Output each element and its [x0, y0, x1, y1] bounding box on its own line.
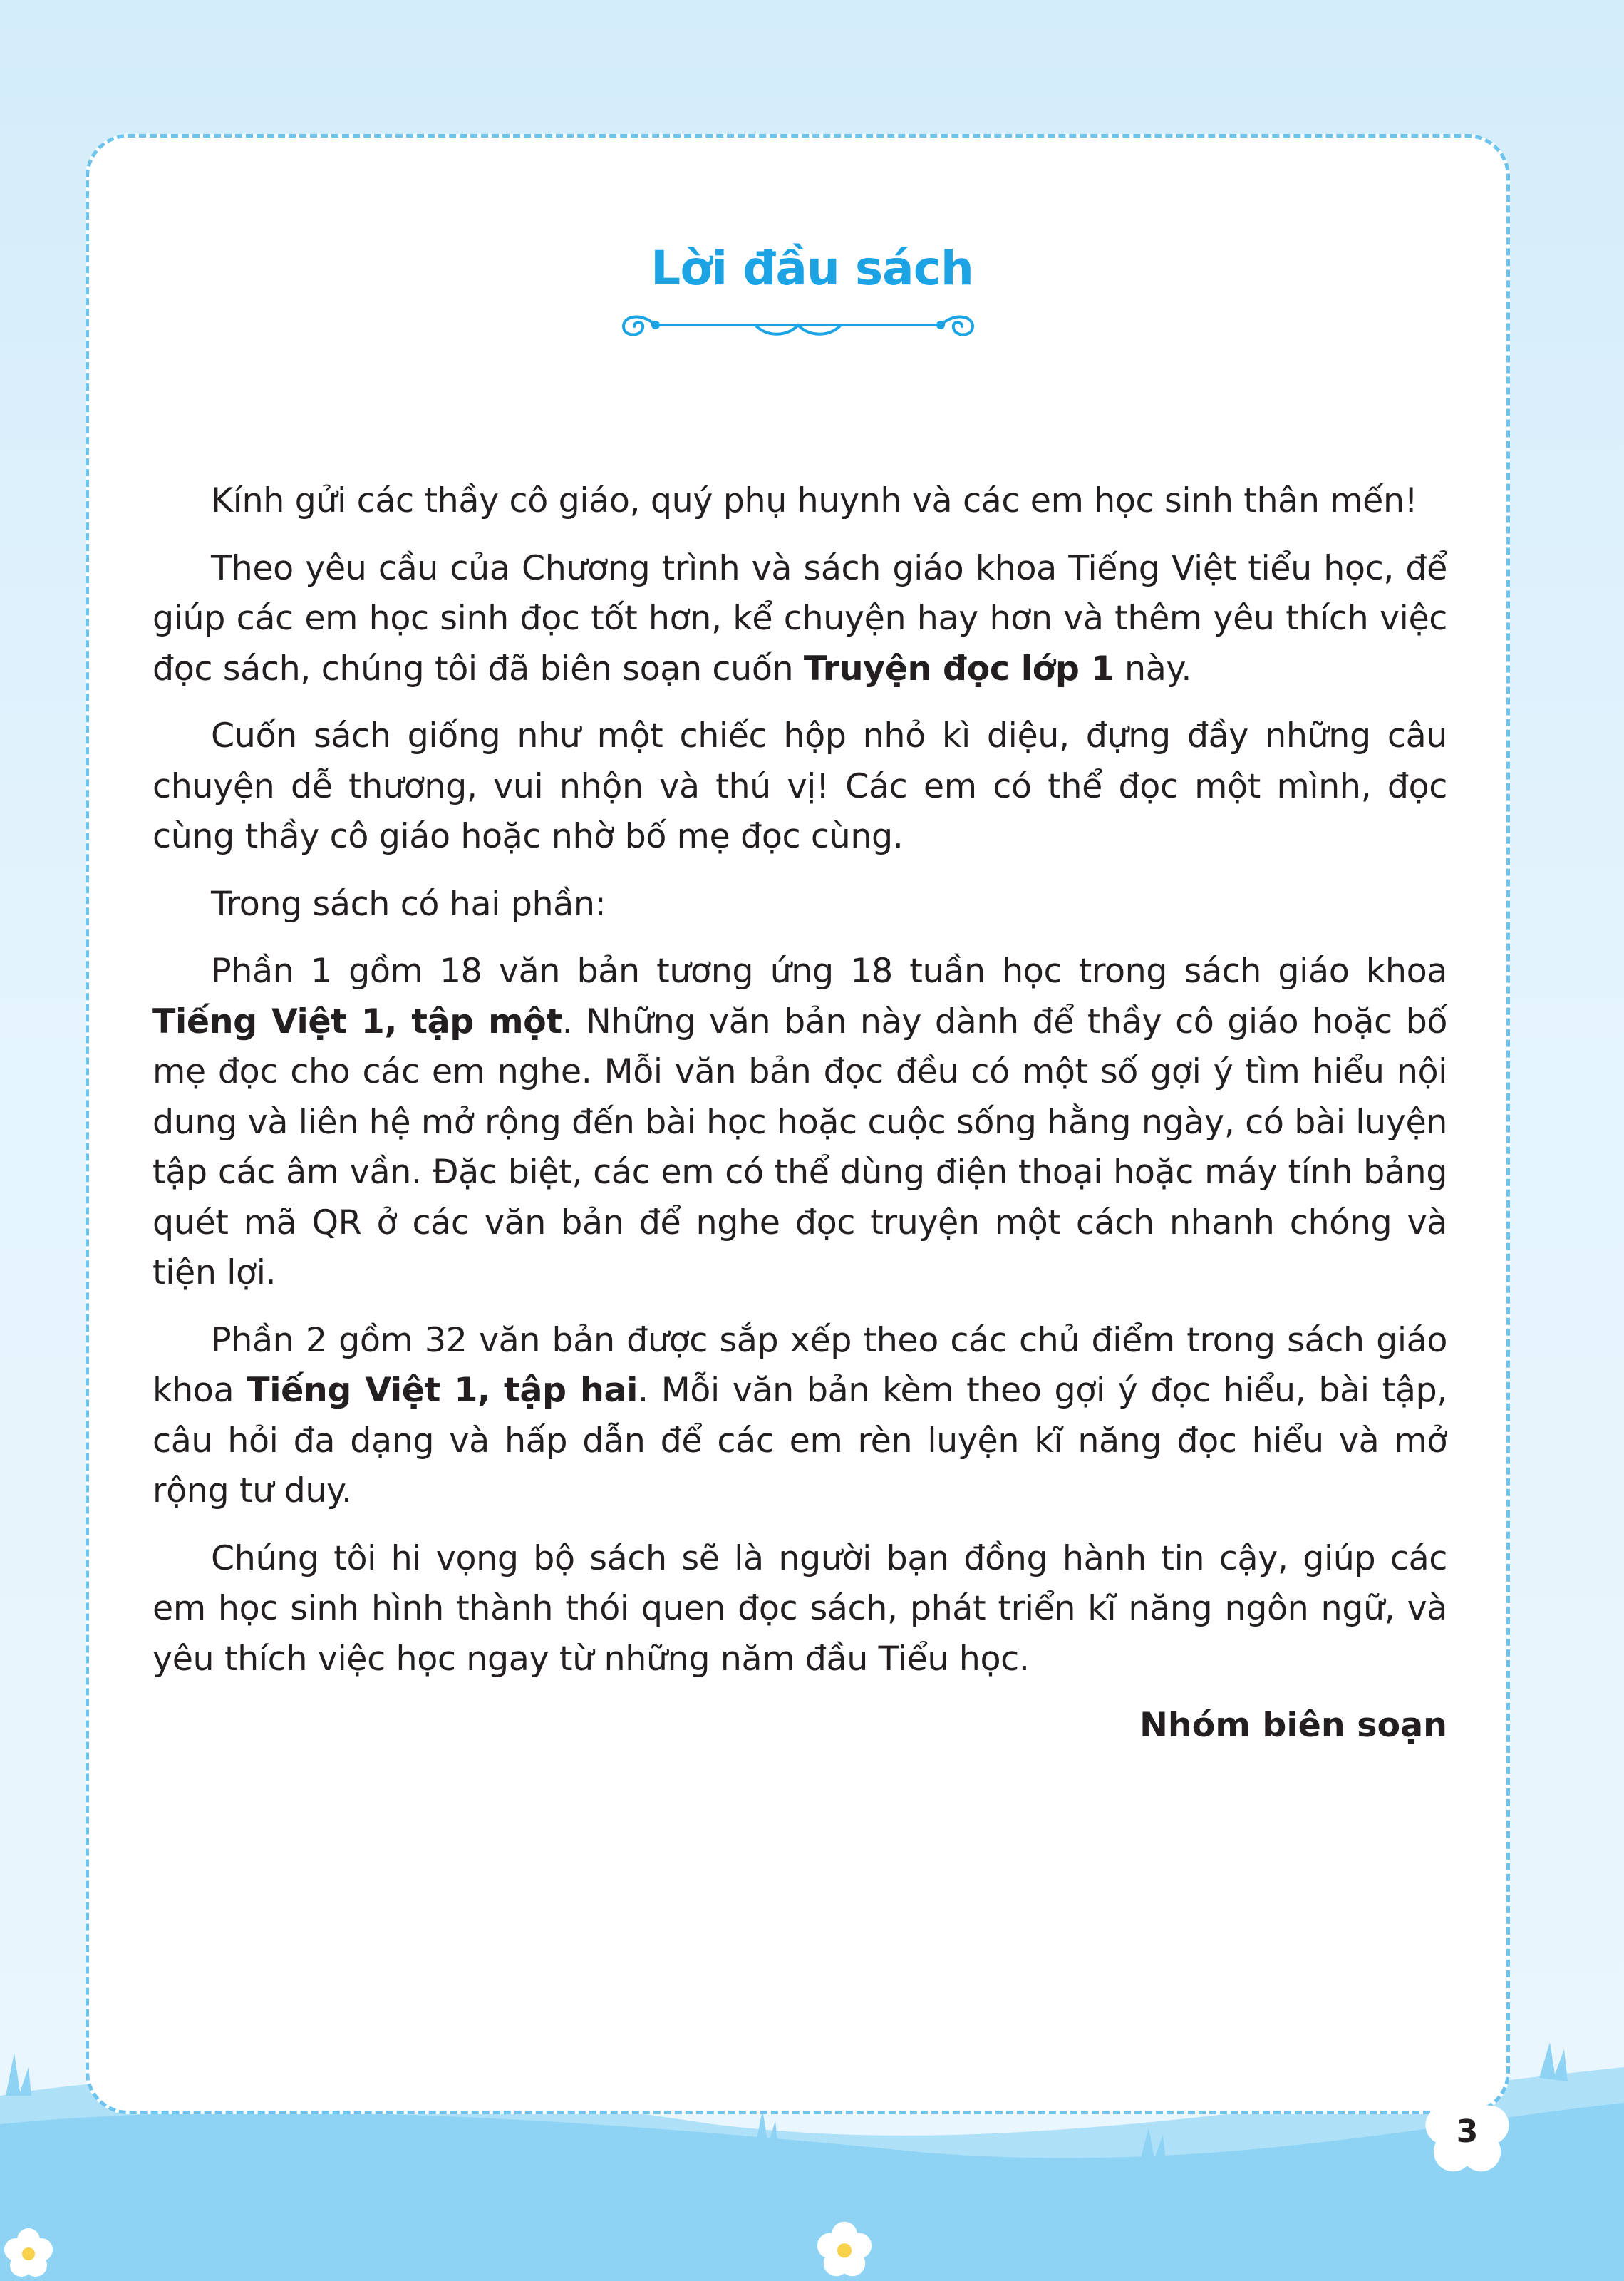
paragraph-part-2: Phần 2 gồm 32 văn bản được sắp xếp theo các chủ điểm trong sách giáo khoa Tiếng Việt 1, tập hai. Mỗi văn bản kèm theo gợi ý đọc hiểu, bài tập, câu hỏi đa dạng và hấp dẫn để các em rèn luyện kĩ năng đọc hiểu và mở rộng tư duy. [152, 1320, 1447, 1510]
paragraph-part-1: Phần 1 gồm 18 văn bản tương ứng 18 tuần học trong sách giáo khoa Tiếng Việt 1, tập một. Những văn bản này dành để thầy cô giáo hoặc bố mẹ đọc cho các em nghe. Mỗi văn bản đọc đều có một số gợi ý tìm hiểu nội dung và liên hệ mở rộng đến bài học hoặc cuộc sống hằng ngày, có bài luyện tập các âm vần. Đặc biệt, các em có thể dùng điện thoại hoặc máy tính bảng quét mã QR ở các văn bản để nghe đọc truyện một cách nhanh chóng và tiện lợi. [152, 952, 1447, 1292]
paragraph-closing: Chúng tôi hi vọng bộ sách sẽ là người bạn đồng hành tin cậy, giúp các em học sinh hình thành thói quen đọc sách, phát triển kĩ năng ngôn ngữ, và yêu thích việc học ngay từ những năm đầu Tiểu học. [152, 1538, 1447, 1679]
preface-body [152, 476, 1447, 1701]
paragraph-greeting: Kính gửi các thầy cô giáo, quý phụ huynh và các em học sinh thân mến! [211, 481, 1418, 520]
paragraph-description: Cuốn sách giống như một chiếc hộp nhỏ kì diệu, đựng đầy những câu chuyện dễ thương, vui nhộn và thú vị! Các em có thể đọc một mình, đọc cùng thầy cô giáo hoặc nhờ bố mẹ đọc cùng. [152, 716, 1447, 856]
paragraph-purpose: Theo yêu cầu của Chương trình và sách giáo khoa Tiếng Việt tiểu học, để giúp các em học sinh đọc tốt hơn, kể chuyện hay hơn và thêm yêu thích việc đọc sách, chúng tôi đã biên soạn cuốn Truyện đọc lớp 1 này. [152, 548, 1447, 689]
page-title: Lời đầu sách [651, 241, 973, 296]
page-number: 3 [1456, 2113, 1479, 2150]
signature: Nhóm biên soạn [1139, 1706, 1447, 1745]
title-flourish-icon [613, 305, 983, 348]
flower-icon [0, 2224, 57, 2281]
paragraph-parts-intro: Trong sách có hai phần: [211, 884, 606, 924]
flower-icon [812, 2217, 876, 2281]
book-title: Truyện đọc lớp 1 [803, 649, 1114, 689]
